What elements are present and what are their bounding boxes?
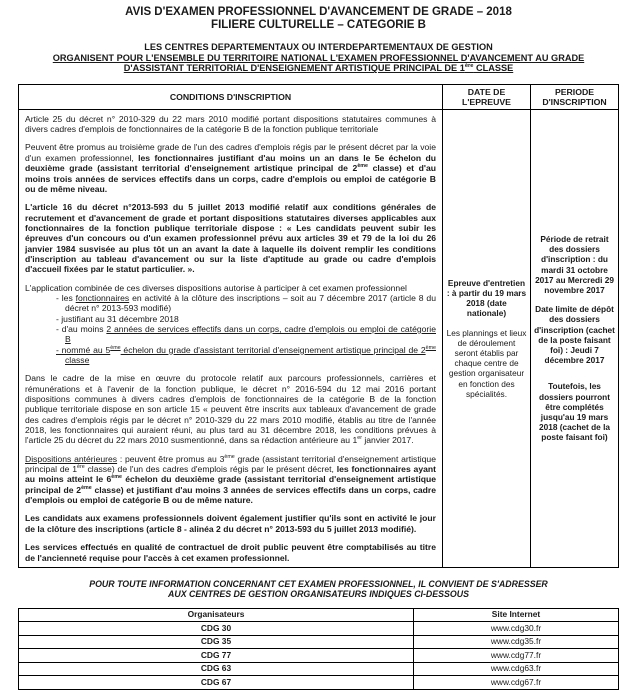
periode-inscription-cell <box>531 109 619 567</box>
organisateurs-header-row <box>19 608 619 622</box>
header-organisateurs: Organisateurs <box>19 608 414 622</box>
table-body-row <box>19 109 619 567</box>
table-row <box>19 635 619 649</box>
organisateur-cell: CDG 35 <box>19 635 414 649</box>
site-internet-cell: www.cdg30.fr <box>414 622 619 636</box>
conditions-table <box>18 84 619 568</box>
site-internet-cell: www.cdg77.fr <box>414 649 619 663</box>
subtitle-line-2: ORGANISENT POUR L'ENSEMBLE DU TERRITOIRE NATIONAL L'EXAMEN PROFESSIONNEL D'AVANCEMENT AU GRADE <box>52 52 585 63</box>
organisateur-cell: CDG 63 <box>19 662 414 676</box>
header-periode-inscription: PERIODE D'INSCRIPTION <box>531 84 619 109</box>
table-header-row <box>19 84 619 109</box>
paragraph: Toutefois, les dossiers pourront être complétés jusqu'au 19 mars 2018 (cachet de la poste faisant foi) <box>538 381 611 443</box>
organisateurs-table <box>18 608 619 690</box>
paragraph: Les plannings et lieux de déroulement seront établis par chaque centre de gestion organisateur en fonction des spécialités. <box>446 327 527 399</box>
date-epreuve-cell <box>443 109 531 567</box>
paragraph: Date limite de dépôt des dossiers d'inscription (cachet de la poste faisant foi) : Jeudi 7 décembre 2017 <box>534 304 615 366</box>
info-note <box>0 579 637 599</box>
paragraph: Période de retrait des dossiers d'inscription : du mardi 31 octobre 2017 au Mercredi 29 novembre 2017 <box>535 233 614 295</box>
subtitle-line-3-text: D'ASSISTANT TERRITORIAL D'ENSEIGNEMENT ARTISTIQUE PRINCIPAL DE 1 <box>123 63 465 74</box>
paragraph: Les services effectués en qualité de contractuel de droit public peuvent être comptabilisés au titre de l'ancienneté requise pour l'accès à cet examen professionnel. <box>25 542 436 563</box>
paragraph: Epreuve d'entretien : à partir du 19 mars 2018 (date nationale) <box>446 277 527 319</box>
header-site-internet: Site Internet <box>414 608 619 622</box>
subtitle-line-3-end: CLASSE <box>473 63 514 74</box>
conditions-cell <box>19 109 443 567</box>
paragraph: L'application combinée de ces diverses dispositions autorise à participer à cet examen professionnel <box>25 282 407 293</box>
paragraph: - nommé au 5ème échelon du grade d'assistant territorial d'enseignement artistique principal de 2ème classe <box>56 344 436 365</box>
subtitle-line-3 <box>0 63 637 74</box>
title-line-1: AVIS D'EXAMEN PROFESSIONNEL D'AVANCEMENT DE GRADE – 2018 <box>125 6 512 18</box>
site-internet-cell: www.cdg63.fr <box>414 662 619 676</box>
organisateur-cell: CDG 30 <box>19 622 414 636</box>
info-note-line-1: POUR TOUTE INFORMATION CONCERNANT CET EXAMEN PROFESSIONNEL, IL CONVIENT DE S'ADRESSER <box>89 578 548 589</box>
table-row <box>19 649 619 663</box>
table-row <box>19 676 619 690</box>
organisateur-cell: CDG 67 <box>19 676 414 690</box>
info-note-line-2: AUX CENTRES DE GESTION ORGANISATEURS INDIQUES CI-DESSOUS <box>168 588 469 599</box>
subtitle-line-3-sup: ère <box>464 63 474 70</box>
document-title <box>0 6 637 31</box>
paragraph: - d'au moins 2 années de services effectifs dans un corps, cadre d'emplois ou emploi de catégorie B <box>56 323 436 345</box>
paragraph: - justifiant au 31 décembre 2018 <box>56 313 179 324</box>
site-internet-cell: www.cdg67.fr <box>414 676 619 690</box>
paragraph: Article 25 du décret n° 2010-329 du 22 mars 2010 modifié portant dispositions statutaires communes à divers cadres d'emplois de fonctionnaires de la catégorie B de la fonction publique territoriale <box>25 113 436 135</box>
paragraph: L'article 16 du décret n°2013-593 du 5 juillet 2013 modifié relatif aux conditions générales de recrutement et d'avancement de grade et portant dispositions statutaires diverses applicables aux fonctionnaires de la fonction publique territoriale dispose : « Les candidats peuvent subir les épreuves d'un concours ou d'un examen professionnel prévu aux articles 39 et 79 de la loi du 26 janvier 1984 susvisée au plus tôt un an avant la date à laquelle ils doivent remplir les conditions d'inscription au tableau d'avancement ou sur la liste d'aptitude au grade ou cadre d'emplois d'accueil fixées par le statut particulier. ». <box>25 202 436 275</box>
header-conditions: CONDITIONS D'INSCRIPTION <box>19 84 443 109</box>
paragraph: Les candidats aux examens professionnels doivent également justifier qu'ils sont en activité le jour de la clôture des inscriptions (article 8 - alinéa 2 du décret n° 2013-593 du 5 juillet 2013 modifié). <box>25 513 436 534</box>
paragraph: Dispositions antérieures : peuvent être promus au 3ème grade (assistant territorial d'enseignement artistique principal de 1ère classe) de l'un des cadres d'emplois régis par le présent décret, les fonctionnaires ayant au moins atteint le 6ème échelon du deuxième grade (assistant territorial d'enseignement artistique principal de 2ème classe) et justifiant d'au moins 3 années de services effectifs dans un corps, cadre d'emplois ou emploi de catégorie B ou de même nature. <box>25 453 437 506</box>
table-row <box>19 662 619 676</box>
paragraph: - les fonctionnaires en activité à la clôture des inscriptions – soit au 7 décembre 2017 (article 8 du décret n° 2013-593 modifié) <box>56 292 436 314</box>
paragraph: Peuvent être promus au troisième grade de l'un des cadres d'emplois régis par le présent décret par la voie d'un examen professionnel, les fonctionnaires justifiant d'au moins un an dans le 5e échelon du deuxième grade (assistant territorial d'enseignement artistique principal de 2ème classe) et d'au moins trois années de services effectifs dans un corps, cadre d'emplois ou emploi de catégorie B ou de même niveau. <box>25 142 436 194</box>
header-date-epreuve: DATE DE L'EPREUVE <box>443 84 531 109</box>
organisateurs-rows <box>19 622 619 690</box>
site-internet-cell: www.cdg35.fr <box>414 635 619 649</box>
table-row <box>19 622 619 636</box>
document-subtitle <box>0 42 637 74</box>
subtitle-line-1: LES CENTRES DEPARTEMENTAUX OU INTERDEPARTEMENTAUX DE GESTION <box>144 42 493 52</box>
organisateur-cell: CDG 77 <box>19 649 414 663</box>
paragraph: Dans le cadre de la mise en œuvre du protocole relatif aux parcours professionnels, carrières et rémunérations et à l'avenir de la fonction publique, le décret n° 2016-594 du 12 mai 2016 portant dispositions communes à divers cadres d'emplois de fonctionnaires de la catégorie B de la fonction publique territoriale dispose en son article 15 « peuvent être inscrits aux tableaux d'avancement de grade des cadres d'emplois régis par le décret n° 2010-329 du 22 mars 2010 modifié, établis au titre de l'année 2018, les fonctionnaires qui auraient réuni, au plus tard au 31 décembre 2018, les conditions prévues à l'article 25 du décret du 22 mars 2010 susmentionné, dans sa rédaction antérieure au 1er janvier 2017. <box>25 373 436 446</box>
title-line-2: FILIERE CULTURELLE – CATEGORIE B <box>211 18 426 31</box>
